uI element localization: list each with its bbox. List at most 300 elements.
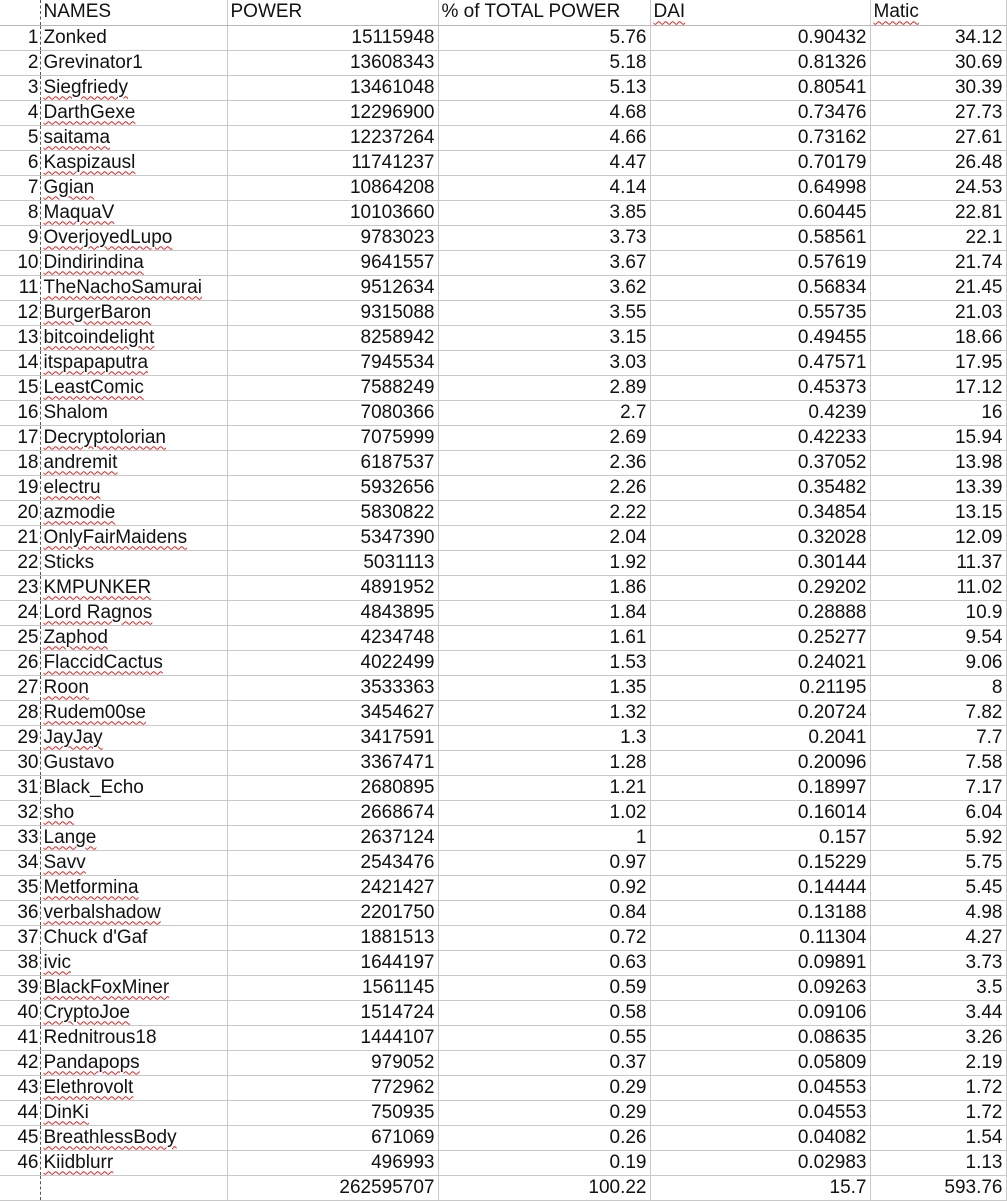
matic-cell[interactable]: 12.09 bbox=[870, 525, 1006, 550]
name-cell[interactable] bbox=[40, 300, 227, 325]
dai-cell[interactable]: 0.09106 bbox=[650, 1000, 870, 1025]
total-matic-cell[interactable]: 593.76 bbox=[870, 1175, 1006, 1200]
name-cell[interactable] bbox=[40, 200, 227, 225]
power-cell[interactable]: 12296900 bbox=[227, 100, 438, 125]
power-cell[interactable]: 1881513 bbox=[227, 925, 438, 950]
name-cell[interactable] bbox=[40, 1150, 227, 1175]
row-number-cell[interactable]: 15 bbox=[0, 375, 40, 400]
matic-cell[interactable]: 3.44 bbox=[870, 1000, 1006, 1025]
dai-cell[interactable]: 0.55735 bbox=[650, 300, 870, 325]
power-cell[interactable]: 5031113 bbox=[227, 550, 438, 575]
dai-cell[interactable]: 0.80541 bbox=[650, 75, 870, 100]
matic-cell[interactable]: 21.74 bbox=[870, 250, 1006, 275]
power-cell[interactable]: 7080366 bbox=[227, 400, 438, 425]
power-cell[interactable]: 4843895 bbox=[227, 600, 438, 625]
dai-cell[interactable]: 0.90432 bbox=[650, 25, 870, 50]
row-number-cell[interactable]: 41 bbox=[0, 1025, 40, 1050]
name-cell[interactable] bbox=[40, 1075, 227, 1100]
percent-cell[interactable]: 2.04 bbox=[438, 525, 650, 550]
matic-cell[interactable]: 1.72 bbox=[870, 1075, 1006, 1100]
power-cell[interactable]: 4234748 bbox=[227, 625, 438, 650]
matic-cell[interactable]: 5.45 bbox=[870, 875, 1006, 900]
name-cell[interactable] bbox=[40, 275, 227, 300]
row-number-cell[interactable]: 5 bbox=[0, 125, 40, 150]
power-cell[interactable]: 3454627 bbox=[227, 700, 438, 725]
header-names[interactable]: NAMES bbox=[40, 0, 227, 25]
dai-cell[interactable]: 0.58561 bbox=[650, 225, 870, 250]
power-cell[interactable]: 8258942 bbox=[227, 325, 438, 350]
name-cell[interactable]: Chuck d'Gaf bbox=[40, 925, 227, 950]
row-number-cell[interactable]: 6 bbox=[0, 150, 40, 175]
row-number-cell[interactable]: 25 bbox=[0, 625, 40, 650]
row-number-cell[interactable]: 31 bbox=[0, 775, 40, 800]
matic-cell[interactable]: 13.98 bbox=[870, 450, 1006, 475]
matic-cell[interactable]: 7.58 bbox=[870, 750, 1006, 775]
total-dai-cell[interactable]: 15.7 bbox=[650, 1175, 870, 1200]
percent-cell[interactable]: 3.67 bbox=[438, 250, 650, 275]
power-cell[interactable]: 3417591 bbox=[227, 725, 438, 750]
name-cell[interactable] bbox=[40, 325, 227, 350]
header-percent[interactable]: % of TOTAL POWER bbox=[438, 0, 650, 25]
name-cell[interactable] bbox=[40, 425, 227, 450]
percent-cell[interactable]: 0.63 bbox=[438, 950, 650, 975]
header-matic[interactable] bbox=[870, 0, 1006, 25]
matic-cell[interactable]: 22.81 bbox=[870, 200, 1006, 225]
name-cell[interactable] bbox=[40, 700, 227, 725]
name-cell[interactable]: Shalom bbox=[40, 400, 227, 425]
power-cell[interactable]: 3367471 bbox=[227, 750, 438, 775]
matic-cell[interactable]: 3.5 bbox=[870, 975, 1006, 1000]
dai-cell[interactable]: 0.29202 bbox=[650, 575, 870, 600]
dai-cell[interactable]: 0.47571 bbox=[650, 350, 870, 375]
header-dai[interactable] bbox=[650, 0, 870, 25]
name-cell[interactable] bbox=[40, 975, 227, 1000]
name-cell[interactable] bbox=[40, 375, 227, 400]
name-cell[interactable] bbox=[40, 1100, 227, 1125]
row-number-cell[interactable]: 34 bbox=[0, 850, 40, 875]
name-cell[interactable] bbox=[40, 150, 227, 175]
name-cell[interactable] bbox=[40, 250, 227, 275]
row-number-cell[interactable]: 16 bbox=[0, 400, 40, 425]
row-number-cell[interactable]: 2 bbox=[0, 50, 40, 75]
percent-cell[interactable]: 5.18 bbox=[438, 50, 650, 75]
power-cell[interactable]: 9641557 bbox=[227, 250, 438, 275]
matic-cell[interactable]: 3.26 bbox=[870, 1025, 1006, 1050]
row-number-cell[interactable]: 22 bbox=[0, 550, 40, 575]
matic-cell[interactable]: 17.95 bbox=[870, 350, 1006, 375]
matic-cell[interactable]: 17.12 bbox=[870, 375, 1006, 400]
matic-cell[interactable]: 11.02 bbox=[870, 575, 1006, 600]
percent-cell[interactable]: 0.55 bbox=[438, 1025, 650, 1050]
power-cell[interactable]: 7945534 bbox=[227, 350, 438, 375]
name-cell[interactable]: Sticks bbox=[40, 550, 227, 575]
matic-cell[interactable]: 16 bbox=[870, 400, 1006, 425]
name-cell[interactable] bbox=[40, 675, 227, 700]
matic-cell[interactable]: 7.82 bbox=[870, 700, 1006, 725]
percent-cell[interactable]: 1.32 bbox=[438, 700, 650, 725]
row-number-cell[interactable]: 11 bbox=[0, 275, 40, 300]
percent-cell[interactable]: 4.66 bbox=[438, 125, 650, 150]
percent-cell[interactable]: 1.3 bbox=[438, 725, 650, 750]
dai-cell[interactable]: 0.34854 bbox=[650, 500, 870, 525]
row-number-cell[interactable]: 12 bbox=[0, 300, 40, 325]
power-cell[interactable]: 5347390 bbox=[227, 525, 438, 550]
table-row bbox=[0, 300, 1006, 325]
dai-cell[interactable]: 0.49455 bbox=[650, 325, 870, 350]
name-cell[interactable] bbox=[40, 600, 227, 625]
matic-cell[interactable]: 1.13 bbox=[870, 1150, 1006, 1175]
row-number-cell[interactable]: 23 bbox=[0, 575, 40, 600]
percent-cell[interactable]: 0.72 bbox=[438, 925, 650, 950]
dai-cell[interactable]: 0.04553 bbox=[650, 1100, 870, 1125]
percent-cell[interactable]: 4.47 bbox=[438, 150, 650, 175]
dai-cell[interactable]: 0.30144 bbox=[650, 550, 870, 575]
row-number-cell[interactable]: 8 bbox=[0, 200, 40, 225]
matic-cell[interactable]: 21.03 bbox=[870, 300, 1006, 325]
row-number-cell[interactable]: 42 bbox=[0, 1050, 40, 1075]
percent-cell[interactable]: 3.55 bbox=[438, 300, 650, 325]
percent-cell[interactable]: 1.86 bbox=[438, 575, 650, 600]
dai-cell[interactable]: 0.21195 bbox=[650, 675, 870, 700]
row-number-cell[interactable]: 10 bbox=[0, 250, 40, 275]
power-cell[interactable]: 2637124 bbox=[227, 825, 438, 850]
power-cell[interactable]: 2668674 bbox=[227, 800, 438, 825]
dai-cell[interactable]: 0.25277 bbox=[650, 625, 870, 650]
power-cell[interactable]: 5932656 bbox=[227, 475, 438, 500]
row-number-cell[interactable]: 20 bbox=[0, 500, 40, 525]
dai-cell[interactable]: 0.02983 bbox=[650, 1150, 870, 1175]
dai-cell[interactable]: 0.11304 bbox=[650, 925, 870, 950]
table-row bbox=[0, 100, 1006, 125]
total-percent-cell[interactable]: 100.22 bbox=[438, 1175, 650, 1200]
power-cell[interactable]: 12237264 bbox=[227, 125, 438, 150]
dai-cell[interactable]: 0.04082 bbox=[650, 1125, 870, 1150]
table-row bbox=[0, 1100, 1006, 1125]
dai-cell[interactable]: 0.35482 bbox=[650, 475, 870, 500]
dai-cell[interactable]: 0.09263 bbox=[650, 975, 870, 1000]
name-cell-text: JayJay bbox=[43, 726, 103, 748]
percent-cell[interactable]: 0.97 bbox=[438, 850, 650, 875]
name-cell[interactable] bbox=[40, 100, 227, 125]
percent-cell[interactable]: 4.68 bbox=[438, 100, 650, 125]
matic-cell[interactable]: 10.9 bbox=[870, 600, 1006, 625]
row-number-cell[interactable]: 17 bbox=[0, 425, 40, 450]
totals-name-cell[interactable] bbox=[40, 1175, 227, 1200]
power-cell[interactable]: 1644197 bbox=[227, 950, 438, 975]
table-row bbox=[0, 700, 1006, 725]
power-cell[interactable]: 671069 bbox=[227, 1125, 438, 1150]
row-number-cell[interactable]: 46 bbox=[0, 1150, 40, 1175]
dai-cell[interactable]: 0.13188 bbox=[650, 900, 870, 925]
header-row-number-cell[interactable] bbox=[0, 0, 40, 25]
power-cell[interactable]: 2421427 bbox=[227, 875, 438, 900]
percent-cell[interactable]: 1 bbox=[438, 825, 650, 850]
dai-cell[interactable]: 0.18997 bbox=[650, 775, 870, 800]
percent-cell[interactable]: 0.29 bbox=[438, 1100, 650, 1125]
dai-cell[interactable]: 0.28888 bbox=[650, 600, 870, 625]
power-cell[interactable]: 10103660 bbox=[227, 200, 438, 225]
matic-cell[interactable]: 3.73 bbox=[870, 950, 1006, 975]
matic-cell[interactable]: 5.75 bbox=[870, 850, 1006, 875]
percent-cell[interactable]: 3.03 bbox=[438, 350, 650, 375]
row-number-cell[interactable]: 30 bbox=[0, 750, 40, 775]
row-number-cell[interactable]: 35 bbox=[0, 875, 40, 900]
name-cell[interactable]: Rednitrous18 bbox=[40, 1025, 227, 1050]
percent-cell[interactable]: 5.13 bbox=[438, 75, 650, 100]
percent-cell[interactable]: 1.84 bbox=[438, 600, 650, 625]
power-cell[interactable]: 772962 bbox=[227, 1075, 438, 1100]
total-power-cell[interactable]: 262595707 bbox=[227, 1175, 438, 1200]
name-cell[interactable] bbox=[40, 825, 227, 850]
percent-cell[interactable]: 3.85 bbox=[438, 200, 650, 225]
name-cell[interactable] bbox=[40, 1050, 227, 1075]
percent-cell[interactable]: 0.92 bbox=[438, 875, 650, 900]
name-cell[interactable]: Zonked bbox=[40, 25, 227, 50]
name-cell[interactable] bbox=[40, 125, 227, 150]
matic-cell[interactable]: 22.1 bbox=[870, 225, 1006, 250]
row-number-cell[interactable]: 28 bbox=[0, 700, 40, 725]
dai-cell[interactable]: 0.09891 bbox=[650, 950, 870, 975]
dai-cell[interactable]: 0.24021 bbox=[650, 650, 870, 675]
matic-cell[interactable]: 27.73 bbox=[870, 100, 1006, 125]
percent-cell[interactable]: 0.19 bbox=[438, 1150, 650, 1175]
percent-cell[interactable]: 3.15 bbox=[438, 325, 650, 350]
matic-cell[interactable]: 1.72 bbox=[870, 1100, 1006, 1125]
power-cell[interactable]: 750935 bbox=[227, 1100, 438, 1125]
percent-cell[interactable]: 0.26 bbox=[438, 1125, 650, 1150]
table-row bbox=[0, 425, 1006, 450]
power-cell[interactable]: 9783023 bbox=[227, 225, 438, 250]
dai-cell[interactable]: 0.04553 bbox=[650, 1075, 870, 1100]
power-cell[interactable]: 2680895 bbox=[227, 775, 438, 800]
name-cell[interactable]: Grevinator1 bbox=[40, 50, 227, 75]
name-cell[interactable] bbox=[40, 350, 227, 375]
percent-cell[interactable]: 1.35 bbox=[438, 675, 650, 700]
dai-cell[interactable]: 0.2041 bbox=[650, 725, 870, 750]
dai-cell[interactable]: 0.45373 bbox=[650, 375, 870, 400]
percent-cell[interactable]: 2.89 bbox=[438, 375, 650, 400]
name-cell[interactable] bbox=[40, 875, 227, 900]
percent-cell[interactable]: 0.58 bbox=[438, 1000, 650, 1025]
matic-cell[interactable]: 5.92 bbox=[870, 825, 1006, 850]
row-number-cell[interactable]: 38 bbox=[0, 950, 40, 975]
percent-cell[interactable]: 1.21 bbox=[438, 775, 650, 800]
row-number-cell[interactable]: 44 bbox=[0, 1100, 40, 1125]
row-number-cell[interactable]: 37 bbox=[0, 925, 40, 950]
name-cell[interactable] bbox=[40, 475, 227, 500]
row-number-cell[interactable]: 18 bbox=[0, 450, 40, 475]
row-number-cell[interactable]: 29 bbox=[0, 725, 40, 750]
matic-cell[interactable]: 26.48 bbox=[870, 150, 1006, 175]
dai-cell[interactable]: 0.20096 bbox=[650, 750, 870, 775]
dai-cell[interactable]: 0.20724 bbox=[650, 700, 870, 725]
power-cell[interactable]: 2201750 bbox=[227, 900, 438, 925]
power-cell[interactable]: 5830822 bbox=[227, 500, 438, 525]
dai-cell[interactable]: 0.73162 bbox=[650, 125, 870, 150]
power-cell[interactable]: 13608343 bbox=[227, 50, 438, 75]
percent-cell[interactable]: 1.92 bbox=[438, 550, 650, 575]
dai-cell[interactable]: 0.37052 bbox=[650, 450, 870, 475]
name-cell[interactable] bbox=[40, 650, 227, 675]
name-cell-text: KMPUNKER bbox=[43, 576, 152, 598]
dai-cell[interactable]: 0.157 bbox=[650, 825, 870, 850]
power-cell[interactable]: 15115948 bbox=[227, 25, 438, 50]
percent-cell[interactable]: 2.7 bbox=[438, 400, 650, 425]
row-number-cell[interactable]: 40 bbox=[0, 1000, 40, 1025]
power-cell[interactable]: 3533363 bbox=[227, 675, 438, 700]
row-number-cell[interactable]: 19 bbox=[0, 475, 40, 500]
matic-cell[interactable]: 13.15 bbox=[870, 500, 1006, 525]
row-number-cell[interactable]: 4 bbox=[0, 100, 40, 125]
dai-cell[interactable]: 0.57619 bbox=[650, 250, 870, 275]
row-number-cell[interactable]: 33 bbox=[0, 825, 40, 850]
name-cell[interactable] bbox=[40, 950, 227, 975]
dai-cell[interactable]: 0.70179 bbox=[650, 150, 870, 175]
name-cell[interactable] bbox=[40, 225, 227, 250]
power-cell[interactable]: 9315088 bbox=[227, 300, 438, 325]
power-cell[interactable]: 10864208 bbox=[227, 175, 438, 200]
matic-cell[interactable]: 21.45 bbox=[870, 275, 1006, 300]
name-cell[interactable] bbox=[40, 850, 227, 875]
dai-cell[interactable]: 0.81326 bbox=[650, 50, 870, 75]
name-cell[interactable] bbox=[40, 1000, 227, 1025]
percent-cell[interactable]: 4.14 bbox=[438, 175, 650, 200]
dai-cell[interactable]: 0.73476 bbox=[650, 100, 870, 125]
row-number-cell[interactable]: 39 bbox=[0, 975, 40, 1000]
dai-cell[interactable]: 0.4239 bbox=[650, 400, 870, 425]
row-number-cell[interactable]: 36 bbox=[0, 900, 40, 925]
percent-cell[interactable]: 0.59 bbox=[438, 975, 650, 1000]
matic-cell[interactable]: 8 bbox=[870, 675, 1006, 700]
power-cell[interactable]: 496993 bbox=[227, 1150, 438, 1175]
power-cell[interactable]: 9512634 bbox=[227, 275, 438, 300]
matic-cell[interactable]: 9.06 bbox=[870, 650, 1006, 675]
row-number-cell[interactable]: 3 bbox=[0, 75, 40, 100]
row-number-cell[interactable]: 26 bbox=[0, 650, 40, 675]
power-cell[interactable]: 979052 bbox=[227, 1050, 438, 1075]
name-cell[interactable] bbox=[40, 800, 227, 825]
matic-cell[interactable]: 30.39 bbox=[870, 75, 1006, 100]
percent-cell[interactable]: 3.62 bbox=[438, 275, 650, 300]
matic-cell[interactable]: 2.19 bbox=[870, 1050, 1006, 1075]
power-cell[interactable]: 1561145 bbox=[227, 975, 438, 1000]
percent-cell[interactable]: 3.73 bbox=[438, 225, 650, 250]
percent-cell[interactable]: 0.29 bbox=[438, 1075, 650, 1100]
table-row bbox=[0, 325, 1006, 350]
power-cell[interactable]: 11741237 bbox=[227, 150, 438, 175]
name-cell-text: Rudem00se bbox=[43, 701, 146, 723]
matic-cell[interactable]: 4.98 bbox=[870, 900, 1006, 925]
name-cell[interactable] bbox=[40, 500, 227, 525]
power-cell[interactable]: 13461048 bbox=[227, 75, 438, 100]
power-cell[interactable]: 7588249 bbox=[227, 375, 438, 400]
matic-cell[interactable]: 34.12 bbox=[870, 25, 1006, 50]
name-cell[interactable] bbox=[40, 175, 227, 200]
name-cell[interactable] bbox=[40, 725, 227, 750]
row-number-cell[interactable]: 32 bbox=[0, 800, 40, 825]
matic-cell[interactable]: 7.17 bbox=[870, 775, 1006, 800]
matic-cell[interactable]: 4.27 bbox=[870, 925, 1006, 950]
percent-cell[interactable]: 1.53 bbox=[438, 650, 650, 675]
power-cell[interactable]: 7075999 bbox=[227, 425, 438, 450]
row-number-cell[interactable]: 21 bbox=[0, 525, 40, 550]
dai-cell[interactable]: 0.64998 bbox=[650, 175, 870, 200]
percent-cell[interactable]: 0.37 bbox=[438, 1050, 650, 1075]
name-cell[interactable]: Black_Echo bbox=[40, 775, 227, 800]
power-cell[interactable]: 6187537 bbox=[227, 450, 438, 475]
row-number-cell[interactable]: 1 bbox=[0, 25, 40, 50]
power-cell[interactable]: 2543476 bbox=[227, 850, 438, 875]
row-number-cell[interactable]: 45 bbox=[0, 1125, 40, 1150]
row-number-cell[interactable]: 14 bbox=[0, 350, 40, 375]
totals-row-number-cell[interactable] bbox=[0, 1175, 40, 1200]
dai-cell[interactable]: 0.56834 bbox=[650, 275, 870, 300]
name-cell-text: Kiidblurr bbox=[43, 1151, 114, 1173]
table-row bbox=[0, 575, 1006, 600]
percent-cell[interactable]: 0.84 bbox=[438, 900, 650, 925]
power-cell[interactable]: 4891952 bbox=[227, 575, 438, 600]
name-cell[interactable] bbox=[40, 75, 227, 100]
row-number-cell[interactable]: 27 bbox=[0, 675, 40, 700]
matic-cell[interactable]: 15.94 bbox=[870, 425, 1006, 450]
percent-cell[interactable]: 2.36 bbox=[438, 450, 650, 475]
power-cell[interactable]: 1444107 bbox=[227, 1025, 438, 1050]
dai-cell[interactable]: 0.60445 bbox=[650, 200, 870, 225]
percent-cell[interactable]: 2.22 bbox=[438, 500, 650, 525]
name-cell[interactable] bbox=[40, 525, 227, 550]
matic-cell[interactable]: 6.04 bbox=[870, 800, 1006, 825]
row-number-cell[interactable]: 24 bbox=[0, 600, 40, 625]
row-number-cell[interactable]: 13 bbox=[0, 325, 40, 350]
matic-cell[interactable]: 18.66 bbox=[870, 325, 1006, 350]
name-cell[interactable] bbox=[40, 575, 227, 600]
matic-cell[interactable]: 7.7 bbox=[870, 725, 1006, 750]
name-cell[interactable] bbox=[40, 1125, 227, 1150]
percent-cell[interactable]: 1.61 bbox=[438, 625, 650, 650]
percent-cell[interactable]: 1.02 bbox=[438, 800, 650, 825]
name-cell[interactable] bbox=[40, 625, 227, 650]
dai-cell[interactable]: 0.05809 bbox=[650, 1050, 870, 1075]
name-cell-text: Metformina bbox=[43, 876, 139, 898]
percent-cell[interactable]: 1.28 bbox=[438, 750, 650, 775]
dai-cell[interactable]: 0.16014 bbox=[650, 800, 870, 825]
percent-cell[interactable]: 5.76 bbox=[438, 25, 650, 50]
matic-cell[interactable]: 1.54 bbox=[870, 1125, 1006, 1150]
dai-cell[interactable]: 0.14444 bbox=[650, 875, 870, 900]
dai-cell[interactable]: 0.08635 bbox=[650, 1025, 870, 1050]
dai-cell[interactable]: 0.42233 bbox=[650, 425, 870, 450]
header-power[interactable]: POWER bbox=[227, 0, 438, 25]
dai-cell[interactable]: 0.15229 bbox=[650, 850, 870, 875]
matic-cell[interactable]: 24.53 bbox=[870, 175, 1006, 200]
name-cell[interactable]: Gustavo bbox=[40, 750, 227, 775]
name-cell[interactable] bbox=[40, 450, 227, 475]
percent-cell[interactable]: 2.69 bbox=[438, 425, 650, 450]
matic-cell[interactable]: 11.37 bbox=[870, 550, 1006, 575]
row-number-cell[interactable]: 43 bbox=[0, 1075, 40, 1100]
matic-cell[interactable]: 13.39 bbox=[870, 475, 1006, 500]
dai-cell[interactable]: 0.32028 bbox=[650, 525, 870, 550]
matic-cell[interactable]: 30.69 bbox=[870, 50, 1006, 75]
row-number-cell[interactable]: 9 bbox=[0, 225, 40, 250]
power-cell[interactable]: 1514724 bbox=[227, 1000, 438, 1025]
name-cell[interactable] bbox=[40, 900, 227, 925]
power-cell[interactable]: 4022499 bbox=[227, 650, 438, 675]
row-number-cell[interactable]: 7 bbox=[0, 175, 40, 200]
matic-cell[interactable]: 9.54 bbox=[870, 625, 1006, 650]
matic-cell[interactable]: 27.61 bbox=[870, 125, 1006, 150]
percent-cell[interactable]: 2.26 bbox=[438, 475, 650, 500]
